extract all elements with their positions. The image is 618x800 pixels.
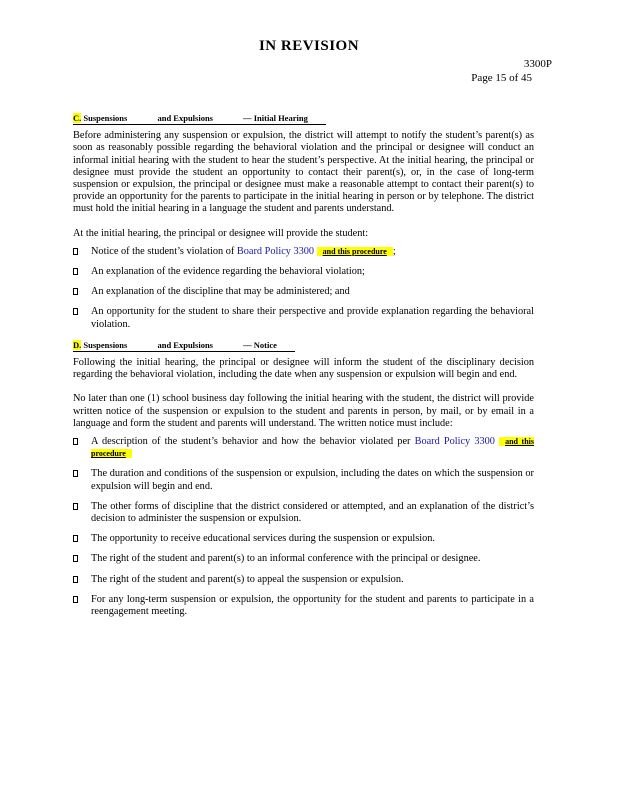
document-body (73, 112, 534, 626)
list-item: An explanation of the evidence regarding the behavioral violation; (73, 266, 534, 278)
checkbox-bullet-icon (73, 596, 78, 603)
section-c-heading-a: Suspensions (83, 113, 128, 123)
section-d-paragraph-2: No later than one (1) school business day following the initial hearing with the student, the district will provide written notice of the suspension or expulsion to the student and parents in person, by mail, or by email in a language and form the student and parents will understand. The written notice must include: (73, 393, 534, 429)
list-item: The right of the student and parent(s) to appeal the suspension or expulsion. (73, 574, 534, 586)
highlighted-text: and this procedure (317, 247, 393, 256)
section-d-paragraph-1: Following the initial hearing, the principal or designee will inform the student of the disciplinary decision regarding the behavioral violation, including the date when any suspension or expulsion will begin and end. (73, 357, 534, 381)
checkbox-bullet-icon (73, 470, 78, 477)
checkbox-bullet-icon (73, 248, 78, 255)
list-item: A description of the student’s behavior and how the behavior violated per Board Policy 3300 and this procedure (73, 436, 534, 460)
section-c-heading (73, 112, 326, 125)
checkbox-bullet-icon (73, 268, 78, 275)
section-c-list (73, 246, 534, 331)
section-d-mark: D. (73, 339, 82, 350)
list-item: The other forms of discipline that the district considered or attempted, and an explanation of the district’s decision to administer the suspension or expulsion. (73, 501, 534, 525)
checkbox-bullet-icon (73, 503, 78, 510)
page-number: Page 15 of 45 (471, 72, 532, 84)
section-d-heading (73, 339, 295, 352)
section-d-heading-c: — Notice (243, 339, 277, 350)
page-title: IN REVISION (258, 38, 360, 54)
checkbox-bullet-icon (73, 288, 78, 295)
section-d-heading-b: and Expulsions (157, 339, 213, 350)
checkbox-bullet-icon (73, 535, 78, 542)
highlighted-text: and this procedure (91, 437, 534, 459)
policy-link[interactable]: Board Policy 3300 (236, 245, 315, 257)
list-item: An explanation of the discipline that may be administered; and (73, 286, 534, 298)
checkbox-bullet-icon (73, 576, 78, 583)
section-c-heading-b: and Expulsions (157, 113, 213, 123)
checkbox-bullet-icon (73, 438, 78, 445)
document-code: 3300P (523, 58, 552, 70)
checkbox-bullet-icon (73, 308, 78, 315)
list-item: For any long-term suspension or expulsion, the opportunity for the student and parents to participate in a reengagement meeting. (73, 594, 534, 618)
policy-link[interactable]: Board Policy 3300 (414, 436, 495, 448)
list-item: An opportunity for the student to share their perspective and provide explanation regarding the behavioral violation. (73, 306, 534, 330)
section-c-paragraph-2: At the initial hearing, the principal or designee will provide the student: (73, 227, 369, 239)
section-c-heading-c: — Initial Hearing (243, 113, 308, 123)
list-item: The right of the student and parent(s) to an informal conference with the principal or designee. (73, 553, 534, 565)
list-item: The duration and conditions of the suspension or expulsion, including the dates on which the suspension or expulsion will begin and end. (73, 468, 534, 492)
checkbox-bullet-icon (73, 555, 78, 562)
section-c-paragraph-1: Before administering any suspension or expulsion, the district will attempt to notify the student’s parent(s) as soon as reasonably possible regarding the behavioral violation and the principal or designee will conduct an informal initial hearing with the student to hear the student’s perspective. At the initial hearing, the principal or designee must provide the student an opportunity to contact their parent(s), or, in the case of long-term suspension or expulsion, the principal or designee must make a reasonable attempt to contact their parent(s) to provide an opportunity for the parents to participate in the initial hearing in person or by telephone. The district must hold the initial hearing in a language the student and parents understand. (73, 130, 534, 215)
section-d-list (73, 436, 534, 618)
list-item: Notice of the student’s violation of Board Policy 3300 and this procedure ; (73, 246, 534, 258)
section-c-mark: C. (73, 113, 82, 123)
section-d-heading-a: Suspensions (83, 339, 128, 350)
list-item: The opportunity to receive educational services during the suspension or expulsion. (73, 533, 534, 545)
